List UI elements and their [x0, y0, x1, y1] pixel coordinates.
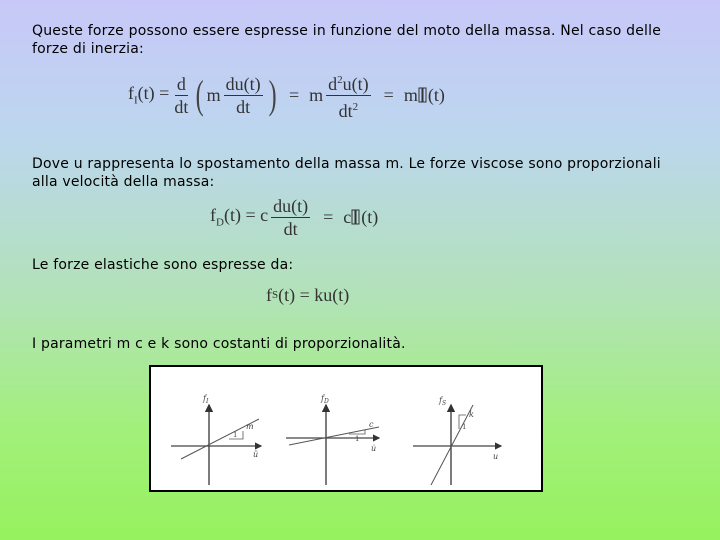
viscous-du-over-dt-fraction: $\frac{du(t)}{dt}$	[273, 195, 309, 239]
paragraph-viscous	[32, 155, 692, 191]
elastic-force-equation: f S (t) = ku(t)	[266, 284, 350, 305]
paragraph-elastic: Le forze elastiche sono espresse da:	[32, 257, 294, 273]
viscous-slope-label: c	[369, 420, 374, 429]
paragraph-intro-line-2: forze di inerzia:	[32, 41, 144, 57]
viscous-force-equation	[210, 192, 378, 242]
viscous-unit-label: 1	[355, 435, 360, 443]
viscous-rhs-time-arg: (t)	[361, 206, 379, 227]
inertia-unit-label: 1	[233, 431, 238, 439]
elastic-plot	[413, 396, 501, 485]
second-derivative-fraction: $\frac{d^2u(t)}{dt^2}$	[326, 70, 371, 121]
inertia-lhs: $f_I(t)$ =	[128, 83, 170, 107]
elastic-y-label: $f_S$	[439, 396, 447, 407]
equals-sign-2: =	[383, 84, 394, 105]
damping-symbol: c	[343, 206, 352, 227]
elastic-slope-label: k	[469, 410, 474, 419]
elastic-line	[431, 405, 473, 485]
elastic-x-label: u	[493, 452, 499, 461]
mass-symbol-2: m	[309, 84, 324, 105]
viscous-lhs: $f_D(t) = c$	[210, 205, 269, 229]
paragraph-parameters: I parametri m c e k sono costanti di proporzionalità.	[32, 336, 406, 352]
inertia-slope-label: m	[246, 422, 254, 431]
paragraph-intro-line-1: Queste forze possono essere espresse in funzione del moto della massa. Nel caso delle	[32, 23, 662, 39]
rhs-mass-symbol: m	[403, 84, 418, 105]
rhs-time-arg: (t)	[427, 84, 445, 105]
elastic-unit-label: 1	[462, 423, 467, 431]
inertia-force-equation	[128, 68, 445, 122]
viscous-y-label: $f_D$	[321, 394, 329, 405]
inertia-x-label: ü	[253, 450, 259, 459]
viscous-plot	[286, 394, 379, 485]
mass-symbol: m	[206, 84, 221, 105]
viscous-equals-sign: =	[323, 206, 334, 227]
left-paren-icon: (	[195, 72, 204, 117]
d-over-dt-fraction: $\frac{d}{dt}$	[174, 73, 189, 117]
viscous-line	[289, 427, 379, 445]
inertia-plot	[171, 394, 261, 485]
paragraph-viscous-line-1: Dove u rappresenta lo spostamento della massa m. Le forze viscose sono proporzionali	[32, 156, 661, 172]
paragraph-intro	[32, 22, 692, 58]
force-plots-svg	[151, 367, 541, 490]
missing-glyph-icon	[351, 209, 361, 225]
paragraph-viscous-line-2: alla velocità della massa:	[32, 174, 215, 190]
inertia-y-label: $f_I$	[203, 394, 209, 405]
missing-glyph-icon	[418, 87, 428, 103]
right-paren-icon: )	[268, 72, 277, 117]
du-over-dt-fraction: $\frac{du(t)}{dt}$	[225, 73, 261, 117]
equals-sign: =	[289, 84, 300, 105]
force-plots-figure	[149, 365, 543, 492]
viscous-x-label: u̇	[371, 444, 377, 453]
